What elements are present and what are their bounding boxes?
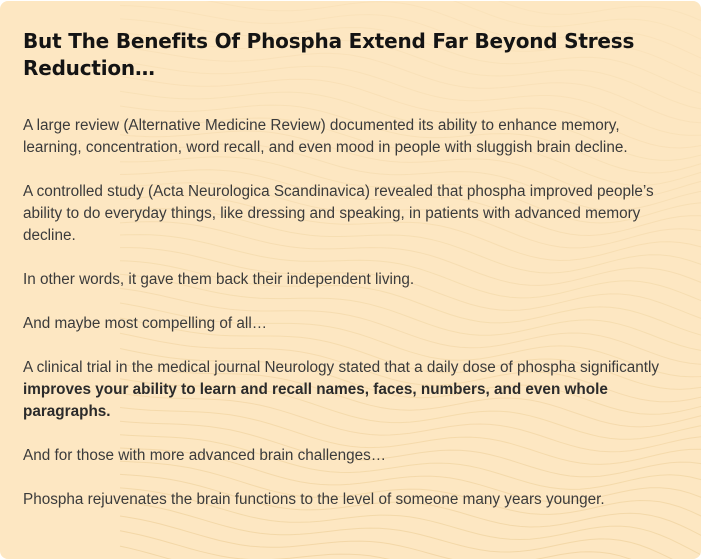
content-body	[0, 1, 701, 511]
paragraph-review: A large review (Alternative Medicine Review) documented its ability to enhance memory, learning, concentration, word recall, and even mood in people with sluggish brain decline.	[23, 117, 628, 156]
paragraph-controlled-study: A controlled study (Acta Neurologica Scandinavica) revealed that phospha improved people’s ability to do everyday things, like dressing and speaking, in patients with advanced memory decline.	[23, 183, 654, 244]
content-card	[0, 1, 701, 559]
paragraph-most-compelling: And maybe most compelling of all…	[23, 315, 268, 332]
wave-line	[120, 531, 701, 559]
paragraph-rejuvenates: Phospha rejuvenates the brain functions to the level of someone many years younger.	[23, 491, 605, 508]
paragraph-advanced-challenges: And for those with more advanced brain challenges…	[23, 447, 387, 464]
section-heading: But The Benefits Of Phospha Extend Far Beyond Stress Reduction…	[23, 29, 635, 80]
clinical-trial-highlight: improves your ability to learn and recall names, faces, numbers, and even whole paragraphs.	[23, 381, 608, 420]
wave-line	[120, 516, 701, 559]
clinical-trial-text: A clinical trial in the medical journal Neurology stated that a daily dose of phospha significantly	[23, 359, 660, 376]
paragraph-independent-living: In other words, it gave them back their independent living.	[23, 271, 415, 288]
paragraph-clinical-trial	[23, 357, 677, 423]
wave-line	[120, 546, 701, 559]
